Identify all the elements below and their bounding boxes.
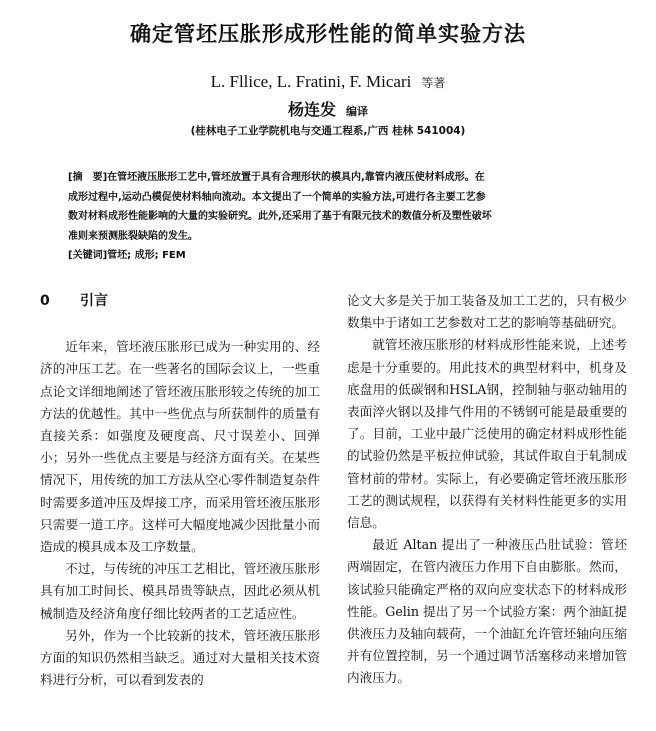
body-paragraph: 最近 Altan 提出了一种液压凸肚试验：管坯两端固定，在管内液压力作用下自由膨胀。然而，该试验只能确定严格的双向应变状态下的材料成形性能。Gelin 提出了另一个试验方案：两个油缸提供液压力及轴向载荷，一个油缸允许管坯轴向压缩并有位置控制，另一个通过调节活塞移动来增加管内液压力。: [347, 537, 627, 686]
translator-line: [0, 97, 656, 120]
section-title: 引言: [80, 293, 108, 309]
body-paragraph: 就管坯液压胀形的材料成形性能来说，上述考虑是十分重要的。用此技术的典型材料中，机身及底盘用的低碳钢和HSLA钢，控制轴与驱动轴用的表面淬火钢以及排气件用的不锈钢可能是最重要的了。目前，工业中最广泛使用的确定材料成形性能的试验仍然是平板拉伸试验，其试件取自于轧制成管材前的带材。实际上，有必要确定管坯液压胀形工艺的测试规程，以获得有关材料性能更多的实用信息。: [347, 337, 627, 531]
abstract-block: [68, 168, 596, 266]
affiliation: (桂林电子工业学院机电与交通工程系,广西 桂林 541004): [190, 125, 466, 137]
body-paragraph: 近年来，管坯液压胀形已成为一种实用的、经济的冲压工艺。在一些著名的国际会议上，一些重点论文详细地阐述了管坯液压胀形较之传统的加工方法的优越性。其中一些优点与所获制件的质量有直接关系：如强度及硬度高、尺寸误差小、回弹小；另外一些优点主要是与经济方面有关。在某些情况下，用传统的加工方法从空心零件制造复杂件时需要多道冲压及焊接工序，而采用管坯液压胀形只需要一道工序。这样可大幅度地减少因批量小而造成的模具成本及工序数量。: [40, 339, 320, 555]
authors: L. Fllice, L. Fratini, F. Micari: [210, 72, 412, 91]
body-paragraph: 不过，与传统的冲压工艺相比，管坯液压胀形具有加工时间长、模具昂贵等缺点，因此必须从机械制造及经济角度仔细比较两者的工艺适应性。: [40, 561, 320, 621]
translator-role: 编译: [346, 105, 368, 118]
keywords: [关键词]管坯; 成形; FEM: [68, 250, 186, 261]
body-paragraph: 另外，作为一个比较新的技术，管坯液压胀形方面的知识仍然相当缺乏。通过对大量相关技术资料进行分析，可以看到发表的: [40, 627, 320, 688]
authors-suffix: 等著: [421, 76, 446, 90]
abstract-line: 准则来预测胀裂缺陷的发生。: [68, 230, 198, 242]
section-heading: [40, 290, 320, 312]
author-line: [0, 72, 656, 92]
right-column: [347, 290, 627, 690]
abstract-line: 数对材料成形性能影响的大量的实验研究。此外,还采用了基于有限元技术的数值分析及塑性破坏: [68, 211, 492, 222]
section-number: 0: [40, 293, 50, 309]
paper-title: 确定管坯压胀形成形性能的简单实验方法: [130, 22, 526, 46]
body-paragraph: 论文大多是关于加工装备及加工工艺的，只有极少数集中于诸如工艺参数对工艺的影响等基础研究。: [347, 293, 627, 331]
left-column: [40, 290, 320, 691]
abstract-line: [摘 要]在管坯液压胀形工艺中,管坯放置于具有合理形状的模具内,靠管内液压使材料成形。在: [68, 172, 485, 183]
translator-name: 杨连发: [287, 100, 336, 119]
abstract-line: 成形过程中,运动凸模促使材料轴向流动。本文提出了一个简单的实验方法,可进行各主要工艺参: [68, 191, 486, 203]
